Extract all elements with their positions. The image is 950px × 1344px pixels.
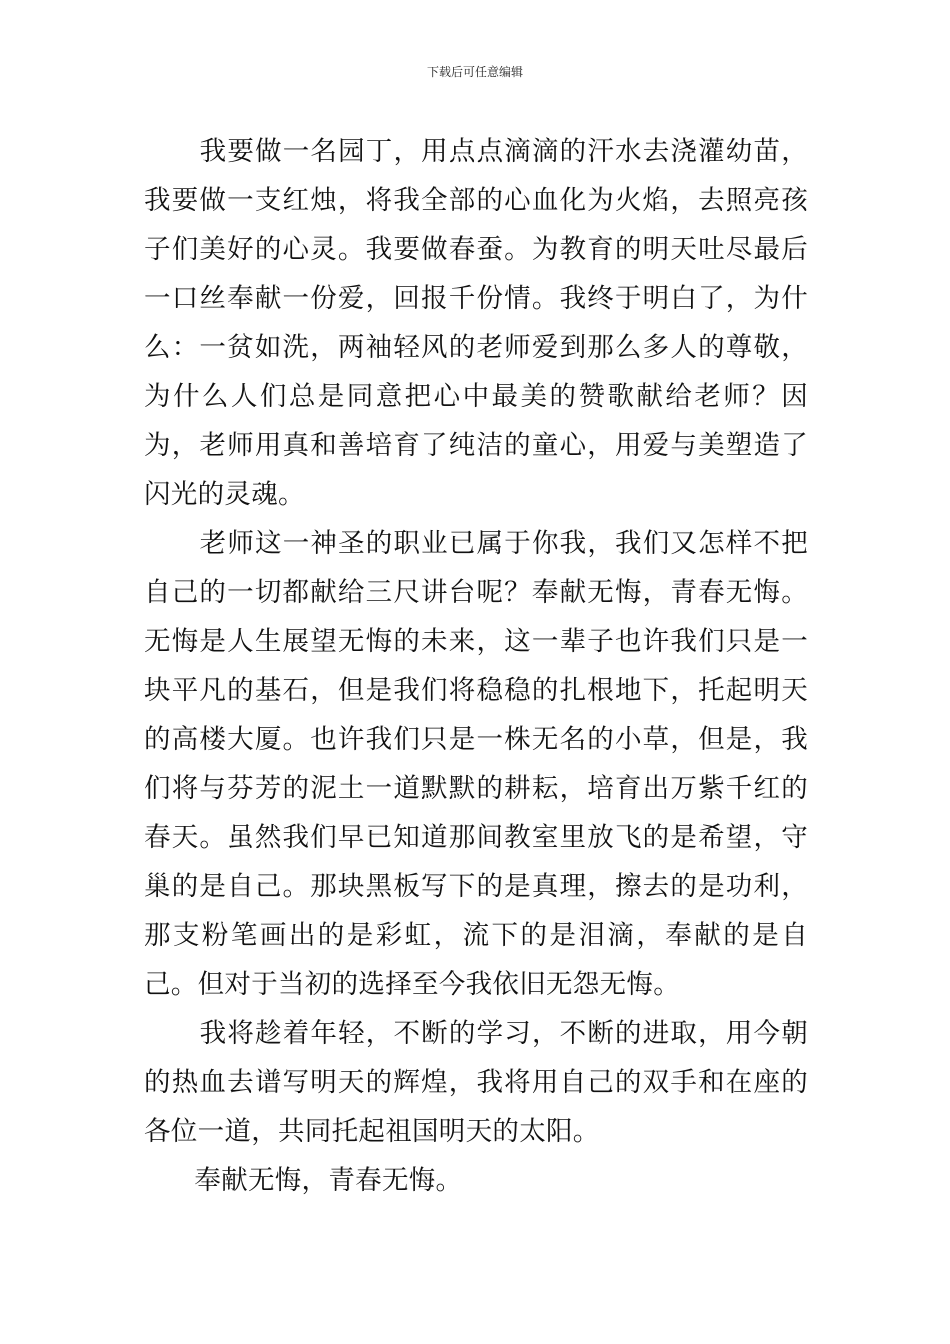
paragraph-2: 老师这一神圣的职业已属于你我，我们又怎样不把自己的一切都献给三尺讲台呢？奉献无悔，青春无悔。无悔是人生展望无悔的未来，这一辈子也许我们只是一块平凡的基石，但是我们将稳稳的扎根地下，托起明天的高楼大厦。也许我们只是一株无名的小草，但是，我们将与芬芳的泥土一道默默的耕耘，培育出万紫千红的春天。虽然我们早已知道那间教室里放飞的是希望，守巢的是自己。那块黑板写下的是真理，擦去的是功利，那支粉笔画出的是彩虹，流下的是泪滴，奉献的是自己。但对于当初的选择至今我依旧无怨无悔。: [144, 528, 808, 1000]
page-header: 下载后可任意编辑: [426, 65, 523, 79]
paragraph-1: 我要做一名园丁，用点点滴滴的汗水去浇灌幼苗，我要做一支红烛，将我全部的心血化为火焰，去照亮孩子们美好的心灵。我要做春蚕。为教育的明天吐尽最后一口丝奉献一份爱，回报千份情。我终于明白了，为什么：一贫如洗，两袖轻风的老师爱到那么多人的尊敬，为什么人们总是同意把心中最美的赞歌献给老师？因为，老师用真和善培育了纯洁的童心，用爱与美塑造了闪光的灵魂。: [144, 136, 808, 510]
paragraph-4: 奉献无悔，青春无悔。: [194, 1165, 463, 1196]
document-body: [144, 127, 808, 1205]
paragraph-3: 我将趁着年轻，不断的学习，不断的进取，用今朝的热血去谱写明天的辉煌，我将用自己的双手和在座的各位一道，共同托起祖国明天的太阳。: [144, 1018, 808, 1147]
